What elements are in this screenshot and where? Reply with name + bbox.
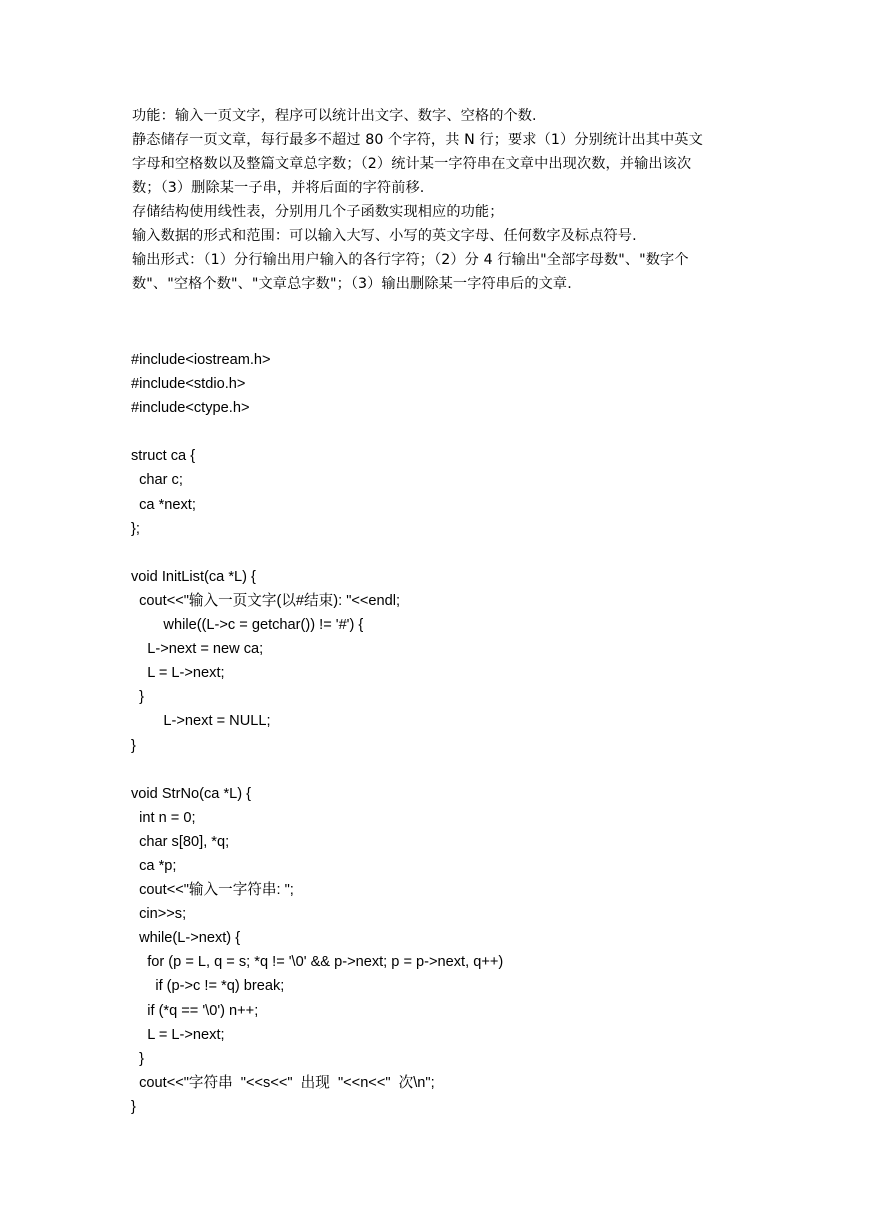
- description-line: 功能：输入一页文字，程序可以统计出文字、数字、空格的个数.: [132, 108, 537, 124]
- code-line: while(L->next) {: [131, 930, 241, 947]
- code-line: }: [131, 689, 144, 706]
- code-line: [131, 541, 771, 565]
- problem-description: [132, 104, 742, 296]
- description-line: 输入数据的形式和范围：可以输入大写、小写的英文字母、任何数字及标点符号.: [132, 228, 637, 244]
- code-line: #include<ctype.h>: [131, 400, 250, 417]
- code-line: ca *p;: [131, 857, 177, 874]
- code-line: L->next = new ca;: [131, 641, 264, 658]
- description-line: 静态储存一页文章，每行最多不超过 80 个字符，共 N 行；要求（1）分别统计出其中英文: [132, 132, 703, 148]
- code-line: if (*q == '\0') n++;: [131, 1002, 259, 1019]
- code-line: while((L->c = getchar()) != '#') {: [131, 617, 364, 634]
- description-line: 数"、"空格个数"、"文章总字数"；（3）输出删除某一字符串后的文章.: [132, 276, 572, 292]
- code-line: cout<<"字符串 "<<s<<" 出现 "<<n<<" 次\n";: [131, 1074, 435, 1091]
- code-line: void InitList(ca *L) {: [131, 568, 256, 585]
- source-code-block: [131, 348, 771, 1119]
- code-line: }: [131, 1050, 144, 1067]
- code-line: int n = 0;: [131, 809, 196, 826]
- description-line: 输出形式：（1）分行输出用户输入的各行字符；（2）分 4 行输出"全部字母数"、"数字个: [132, 252, 689, 268]
- description-line: 字母和空格数以及整篇文章总字数；（2）统计某一字符串在文章中出现次数，并输出该次: [132, 156, 692, 172]
- code-line: }: [131, 737, 136, 754]
- code-line: }: [131, 1098, 136, 1115]
- code-line: L = L->next;: [131, 665, 225, 682]
- code-line: [131, 758, 771, 782]
- code-line: for (p = L, q = s; *q != '\0' && p->next; p = p->next, q++): [131, 954, 504, 971]
- code-line: L = L->next;: [131, 1026, 225, 1043]
- description-line: 存储结构使用线性表，分别用几个子函数实现相应的功能；: [132, 204, 504, 220]
- code-line: cin>>s;: [131, 906, 187, 923]
- code-line: char s[80], *q;: [131, 833, 230, 850]
- code-line: L->next = NULL;: [131, 713, 271, 730]
- code-line: #include<stdio.h>: [131, 376, 246, 393]
- code-line: ca *next;: [131, 496, 196, 513]
- description-line: 数；（3）删除某一子串，并将后面的字符前移.: [132, 180, 425, 196]
- code-line: };: [131, 520, 140, 537]
- code-line: cout<<"输入一页文字(以#结束): "<<endl;: [131, 592, 401, 609]
- code-line: #include<iostream.h>: [131, 352, 271, 368]
- code-line: cout<<"输入一字符串: ";: [131, 882, 294, 899]
- code-line: void StrNo(ca *L) {: [131, 785, 252, 802]
- code-line: struct ca {: [131, 448, 196, 465]
- code-line: if (p->c != *q) break;: [131, 978, 285, 995]
- code-line: [131, 420, 771, 444]
- code-line: char c;: [131, 472, 183, 489]
